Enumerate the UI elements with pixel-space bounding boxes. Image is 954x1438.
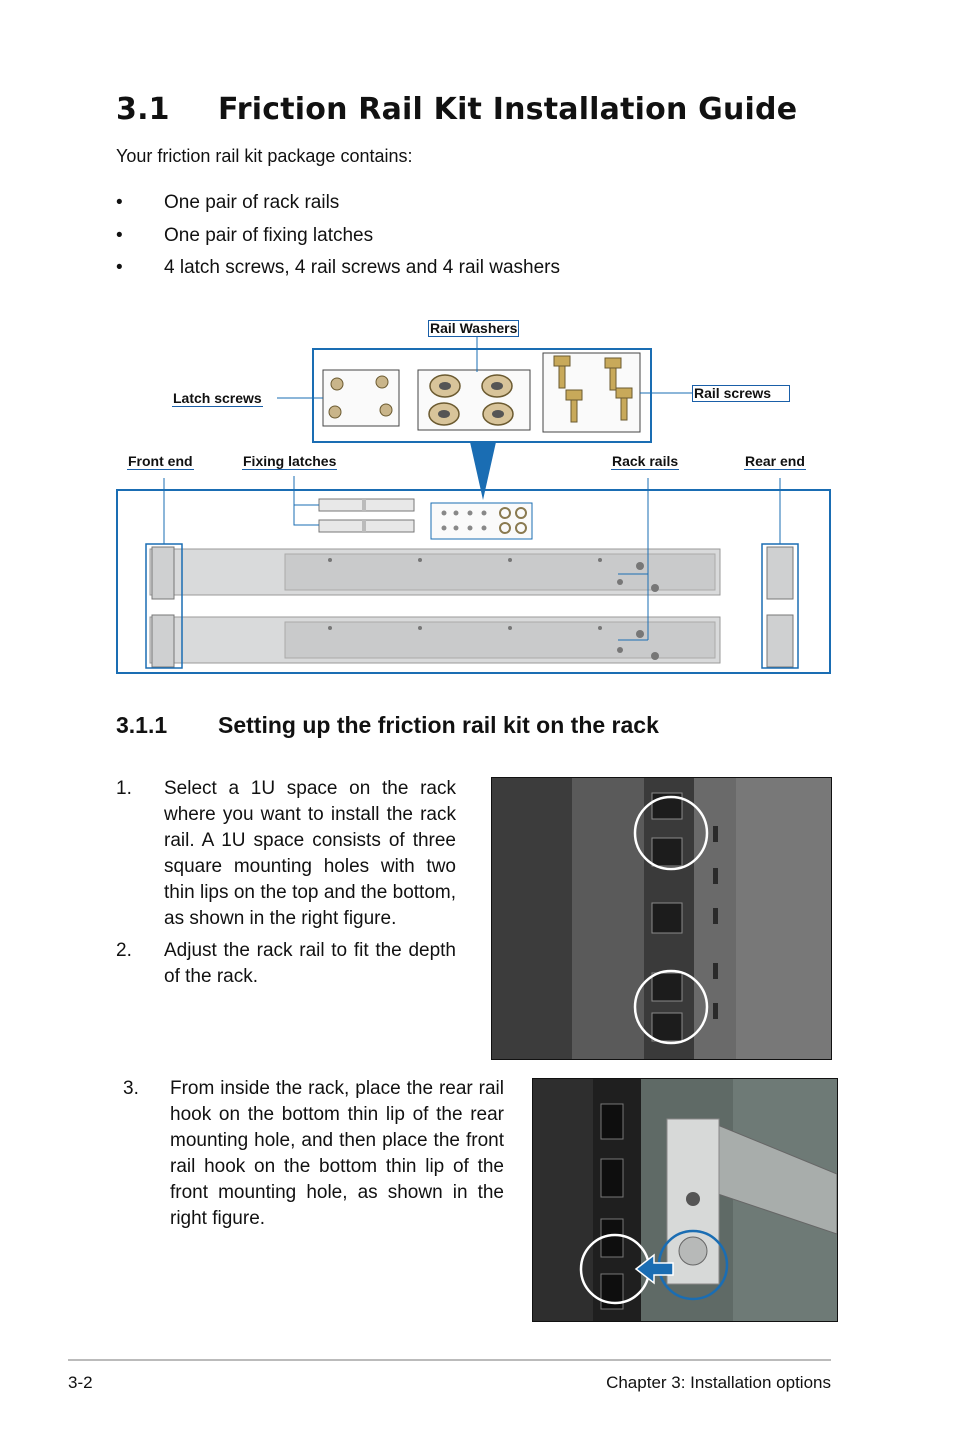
step-3 [123,1076,504,1236]
bullet-icon: • [116,192,123,213]
kit-diagram-lines [0,0,954,700]
rack-holes-photo-art [492,778,831,1059]
bullet-icon: • [116,224,123,246]
rack-rails-image [150,547,793,667]
step-1 [116,776,457,929]
subsection-number: 3.1.1 [116,712,168,738]
intro-text: Your friction rail kit package contains: [116,146,413,166]
step-number: 1. [116,778,132,799]
section-number: 3.1 [116,92,170,127]
subsection-title [116,712,659,739]
step-text: Select a 1U space on the rack where you want to install the rack rail. A 1U space consists of three square mounting holes with two thin lips on the top and the bottom, as shown in the right figure. [164,778,456,929]
subsection-title-text: Setting up the friction rail kit on the rack [218,712,659,738]
rail-hook-photo-art [533,1079,837,1321]
label-front-end: Front end [128,453,193,469]
small-parts-image [431,503,532,539]
label-rack-rails: Rack rails [612,453,679,469]
pointer-arrow [470,442,496,500]
page-number: 3-2 [68,1373,93,1392]
section-title-text: Friction Rail Kit Installation Guide [218,92,798,127]
step-number: 3. [123,1078,139,1099]
rail-hook-photo [532,1078,838,1322]
label-rail-screws: Rail screws [692,385,790,402]
label-latch-screws: Latch screws [173,390,262,406]
step-text: From inside the rack, place the rear rail hook on the bottom thin lip of the rear mounting hole, and then place the front rail hook on the bottom thin lip of the front mounting hole, as shown in the right figure. [170,1078,504,1229]
step-text: Adjust the rack rail to fit the depth of the rack. [164,940,456,987]
rack-holes-photo [491,777,832,1060]
step-2 [116,938,457,998]
label-rail-washers: Rail Washers [430,320,518,336]
bullet-icon: • [116,257,123,278]
footer-divider [68,1359,831,1361]
label-fixing-latches: Fixing latches [243,453,337,469]
label-rear-end: Rear end [745,453,805,469]
kit-diagram [0,0,954,700]
chapter-title: Chapter 3: Installation options [606,1373,831,1392]
step-number: 2. [116,940,132,961]
